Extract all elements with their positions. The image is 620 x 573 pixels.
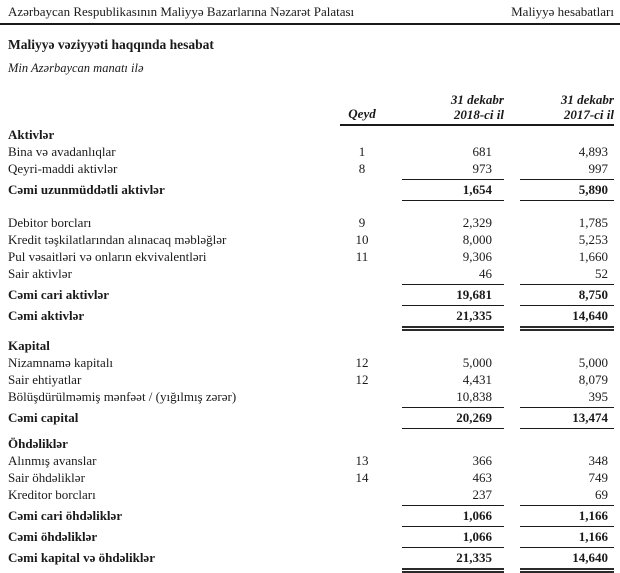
table-row [8, 435, 614, 452]
header-entity-name: Azərbaycan Respublikasının Maliyyə Bazarlarına Nəzarət Palatası [8, 4, 355, 19]
header-report-type: Maliyyə hesabatları [511, 4, 614, 19]
row-value-2018: 19,681 [402, 285, 504, 306]
table-row [8, 180, 614, 201]
row-note: 12 [355, 355, 369, 370]
row-value-2018: 366 [472, 453, 492, 468]
row-note [340, 337, 384, 354]
row-value-2017: 5,890 [520, 180, 614, 201]
table-row [8, 285, 614, 306]
row-label: Pul vəsaitləri və onların ekvivalentləri [8, 249, 207, 264]
table-row [8, 306, 614, 331]
row-label: Cəmi kapital və öhdəliklər [8, 550, 155, 565]
row-value-2018: 681 [472, 144, 492, 159]
col-header-2018 [402, 92, 504, 122]
row-value-2017: 5,253 [578, 232, 608, 247]
row-value-2018: 9,306 [462, 249, 492, 264]
row-value-2017 [520, 337, 614, 354]
row-value-2017: 14,640 [520, 548, 614, 573]
table-row [8, 248, 614, 265]
table-row [8, 160, 614, 180]
row-label: Öhdəliklər [8, 436, 68, 451]
table-row [8, 469, 614, 486]
row-value-2017: 52 [520, 265, 614, 285]
table-row [8, 354, 614, 371]
table-body [8, 126, 614, 573]
row-value-2018 [402, 126, 504, 143]
row-label: Kreditor borcları [8, 487, 96, 502]
row-note [340, 435, 384, 452]
table-row [8, 371, 614, 388]
row-note: 13 [355, 453, 369, 468]
row-value-2017: 1,660 [578, 249, 608, 264]
row-value-2018: 973 [402, 160, 504, 180]
row-note [340, 265, 384, 285]
row-label: Bölüşdürülməmiş mənfəət / (yığılmış zərər) [8, 389, 237, 404]
row-value-2018: 21,335 [402, 548, 504, 573]
table-row [8, 214, 614, 231]
row-value-2018: 1,066 [402, 506, 504, 527]
table-row [8, 486, 614, 506]
row-note: 1 [358, 144, 366, 159]
balance-sheet-table [8, 92, 614, 573]
row-value-2017 [520, 435, 614, 452]
row-note: 14 [355, 470, 369, 485]
row-note [340, 388, 384, 408]
table-header [8, 92, 614, 126]
row-value-2017: 8,750 [520, 285, 614, 306]
row-value-2018: 46 [402, 265, 504, 285]
table-row [8, 506, 614, 527]
row-value-2017: 69 [520, 486, 614, 506]
row-value-2018: 1,066 [402, 527, 504, 548]
row-label: Alınmış avanslar [8, 453, 97, 468]
row-label: Cəmi cari aktivlər [8, 287, 110, 302]
document-header [0, 0, 620, 25]
row-label: Sair ehtiyatlar [8, 372, 82, 387]
row-label: Nizamnamə kapitalı [8, 355, 114, 370]
row-value-2017: 14,640 [520, 306, 614, 331]
row-label: Cəmi capital [8, 410, 79, 425]
row-value-2018: 20,269 [402, 408, 504, 429]
row-value-2018: 8,000 [462, 232, 492, 247]
table-row [8, 527, 614, 548]
row-value-2018 [402, 337, 504, 354]
row-note: 12 [355, 372, 369, 387]
table-row [8, 126, 614, 143]
row-value-2018: 21,335 [402, 306, 504, 331]
row-value-2018 [402, 435, 504, 452]
section-spacer [8, 201, 614, 214]
row-note [340, 408, 384, 429]
row-note: 8 [358, 161, 366, 176]
row-value-2017: 997 [520, 160, 614, 180]
document-body [0, 36, 620, 573]
row-value-2018: 10,838 [402, 388, 504, 408]
row-note: 10 [355, 232, 369, 247]
table-row [8, 143, 614, 160]
row-value-2017: 1,166 [520, 506, 614, 527]
row-label: Cəmi öhdəliklər [8, 529, 98, 544]
row-value-2017: 1,166 [520, 527, 614, 548]
row-value-2017: 395 [520, 388, 614, 408]
table-row [8, 408, 614, 429]
row-label: Cəmi aktivlər [8, 308, 85, 323]
row-value-2018: 5,000 [462, 355, 492, 370]
col-header-2017 [520, 92, 614, 122]
row-note [340, 180, 384, 201]
table-row [8, 231, 614, 248]
row-value-2017: 8,079 [578, 372, 608, 387]
row-label: Qeyri-maddi aktivlər [8, 161, 118, 176]
table-row [8, 388, 614, 408]
table-row [8, 452, 614, 469]
col-header-2017-line1: 31 dekabr [560, 92, 614, 107]
row-label: Debitor borcları [8, 215, 92, 230]
row-value-2017: 4,893 [578, 144, 608, 159]
row-value-2017: 749 [588, 470, 608, 485]
header-columns [340, 92, 614, 126]
row-value-2017: 348 [588, 453, 608, 468]
row-note [340, 548, 384, 573]
row-label: Aktivlər [8, 127, 55, 142]
table-row [8, 265, 614, 285]
row-value-2018: 463 [472, 470, 492, 485]
row-note [340, 527, 384, 548]
col-header-2018-line2: 2018-ci il [453, 107, 504, 122]
row-value-2018: 4,431 [462, 372, 492, 387]
row-note [340, 306, 384, 331]
row-label: Cəmi uzunmüddətli aktivlər [8, 182, 165, 197]
page-title: Maliyyə vəziyyəti haqqında hesabat [8, 37, 214, 52]
row-value-2018: 1,654 [402, 180, 504, 201]
row-note [340, 126, 384, 143]
row-value-2017: 1,785 [578, 215, 608, 230]
row-value-2017: 13,474 [520, 408, 614, 429]
table-row [8, 337, 614, 354]
row-label: Sair öhdəliklər [8, 470, 85, 485]
units-note: Min Azərbaycan manatı ilə [8, 61, 144, 75]
row-value-2017 [520, 126, 614, 143]
row-note: 9 [358, 215, 366, 230]
row-value-2018: 2,329 [462, 215, 492, 230]
row-label: Kredit təşkilatlarından alınacaq məbləğlər [8, 232, 227, 247]
row-note: 11 [355, 249, 369, 264]
row-note [340, 285, 384, 306]
row-label: Kapital [8, 338, 50, 353]
row-label: Sair aktivlər [8, 266, 72, 281]
row-value-2017: 5,000 [578, 355, 608, 370]
table-row [8, 548, 614, 573]
col-header-2017-line2: 2017-ci il [563, 107, 614, 122]
row-label: Bina və avadanlıqlar [8, 144, 116, 159]
row-label: Cəmi cari öhdəliklər [8, 508, 123, 523]
col-header-note: Qeyd [348, 106, 376, 121]
col-header-2018-line1: 31 dekabr [450, 92, 504, 107]
row-value-2018: 237 [402, 486, 504, 506]
row-note [340, 506, 384, 527]
row-note [340, 486, 384, 506]
